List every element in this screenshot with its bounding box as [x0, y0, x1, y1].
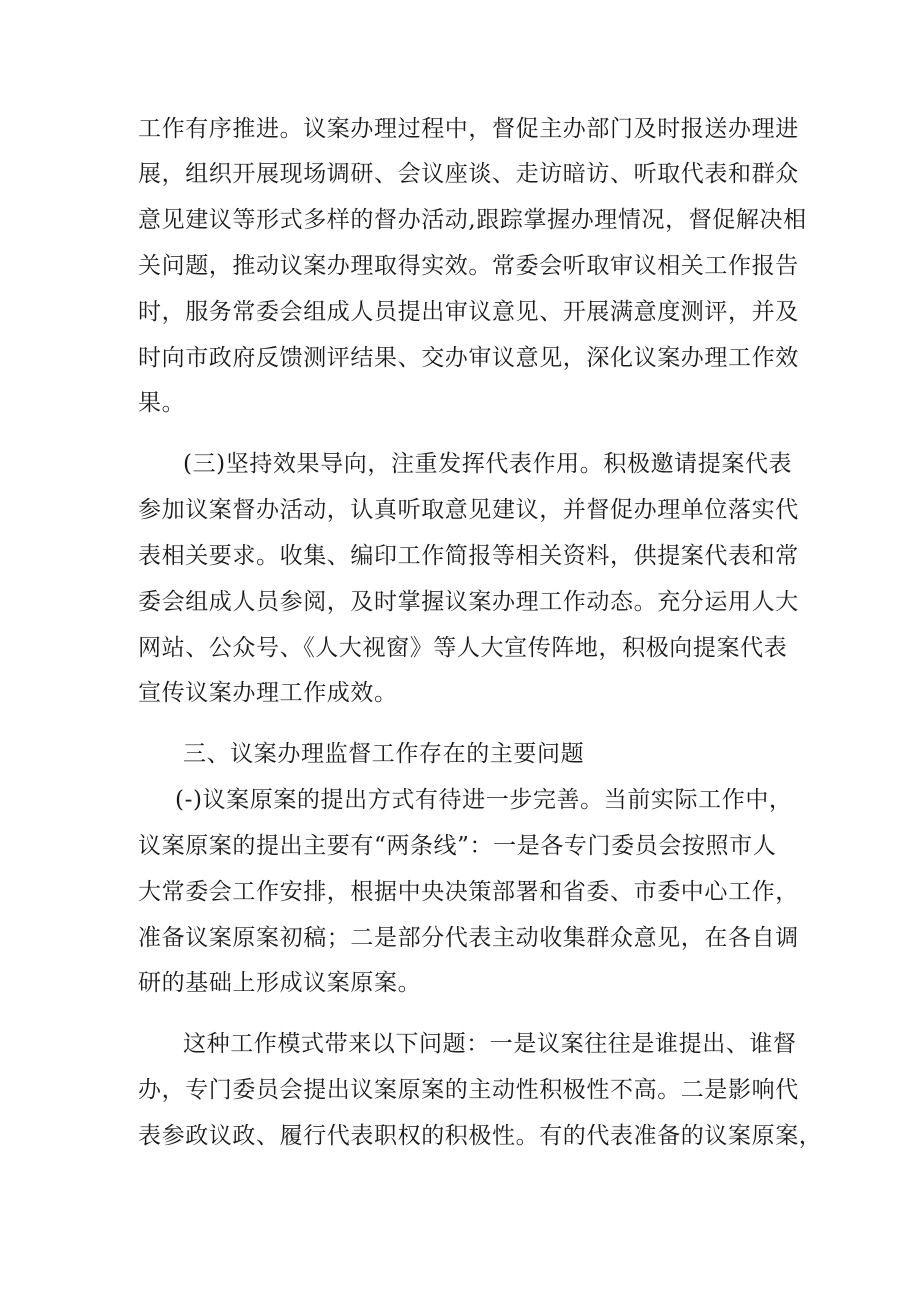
- text-line: 大常委会工作安排，根据中央决策部署和省委、市委中心工作，: [138, 879, 799, 905]
- text-line: 时，服务常委会组成人员提出审议意见、开展满意度测评，并及: [138, 299, 799, 325]
- text-line: 表相关要求。收集、编印工作简报等相关资料，供提案代表和常: [138, 543, 799, 569]
- paragraph-start: 这种工作模式带来以下问题：一是议案往往是谁提出、谁督: [183, 1031, 797, 1057]
- text-line: 参加议案督办活动，认真听取意见建议，并督促办理单位落实代: [138, 497, 799, 523]
- section-heading: (-)议案原案的提出方式有待进一步完善。当前实际工作中，: [175, 787, 793, 813]
- text-line: 工作有序推进。议案办理过程中，督促主办部门及时报送办理进: [138, 116, 799, 142]
- text-line: 果。: [138, 390, 186, 416]
- text-line: 意见建议等形式多样的督办活动,跟踪掌握办理情况，督促解决相: [138, 207, 807, 233]
- text-line: 议案原案的提出主要有“两条线”：一是各专门委员会按照市人: [138, 833, 777, 859]
- text-line: 时向市政府反馈测评结果、交办审议意见，深化议案办理工作效: [138, 345, 799, 371]
- chapter-heading: 三、议案办理监督工作存在的主要问题: [183, 741, 585, 767]
- text-line: 研的基础上形成议案原案。: [138, 970, 422, 996]
- text-line: 准备议案原案初稿；二是部分代表主动收集群众意见，在各自调: [138, 925, 799, 951]
- text-line: 展，组织开展现场调研、会议座谈、走访暗访、听取代表和群众: [138, 161, 799, 187]
- text-line: 委会组成人员参阅，及时掌握议案办理工作动态。充分运用人大: [138, 589, 799, 615]
- section-heading: (三)坚持效果导向，注重发挥代表作用。积极邀请提案代表: [183, 451, 793, 477]
- text-line: 表参政议政、履行代表职权的积极性。有的代表准备的议案原案，: [138, 1123, 823, 1149]
- text-line: 关问题，推动议案办理取得实效。常委会听取审议相关工作报告: [138, 253, 799, 279]
- text-line: 宣传议案办理工作成效。: [138, 680, 398, 706]
- text-line: 网站、公众号、《人大视窗》等人大宣传阵地，积极向提案代表: [138, 635, 788, 661]
- text-line: 办，专门委员会提出议案原案的主动性积极性不高。二是影响代: [138, 1077, 799, 1103]
